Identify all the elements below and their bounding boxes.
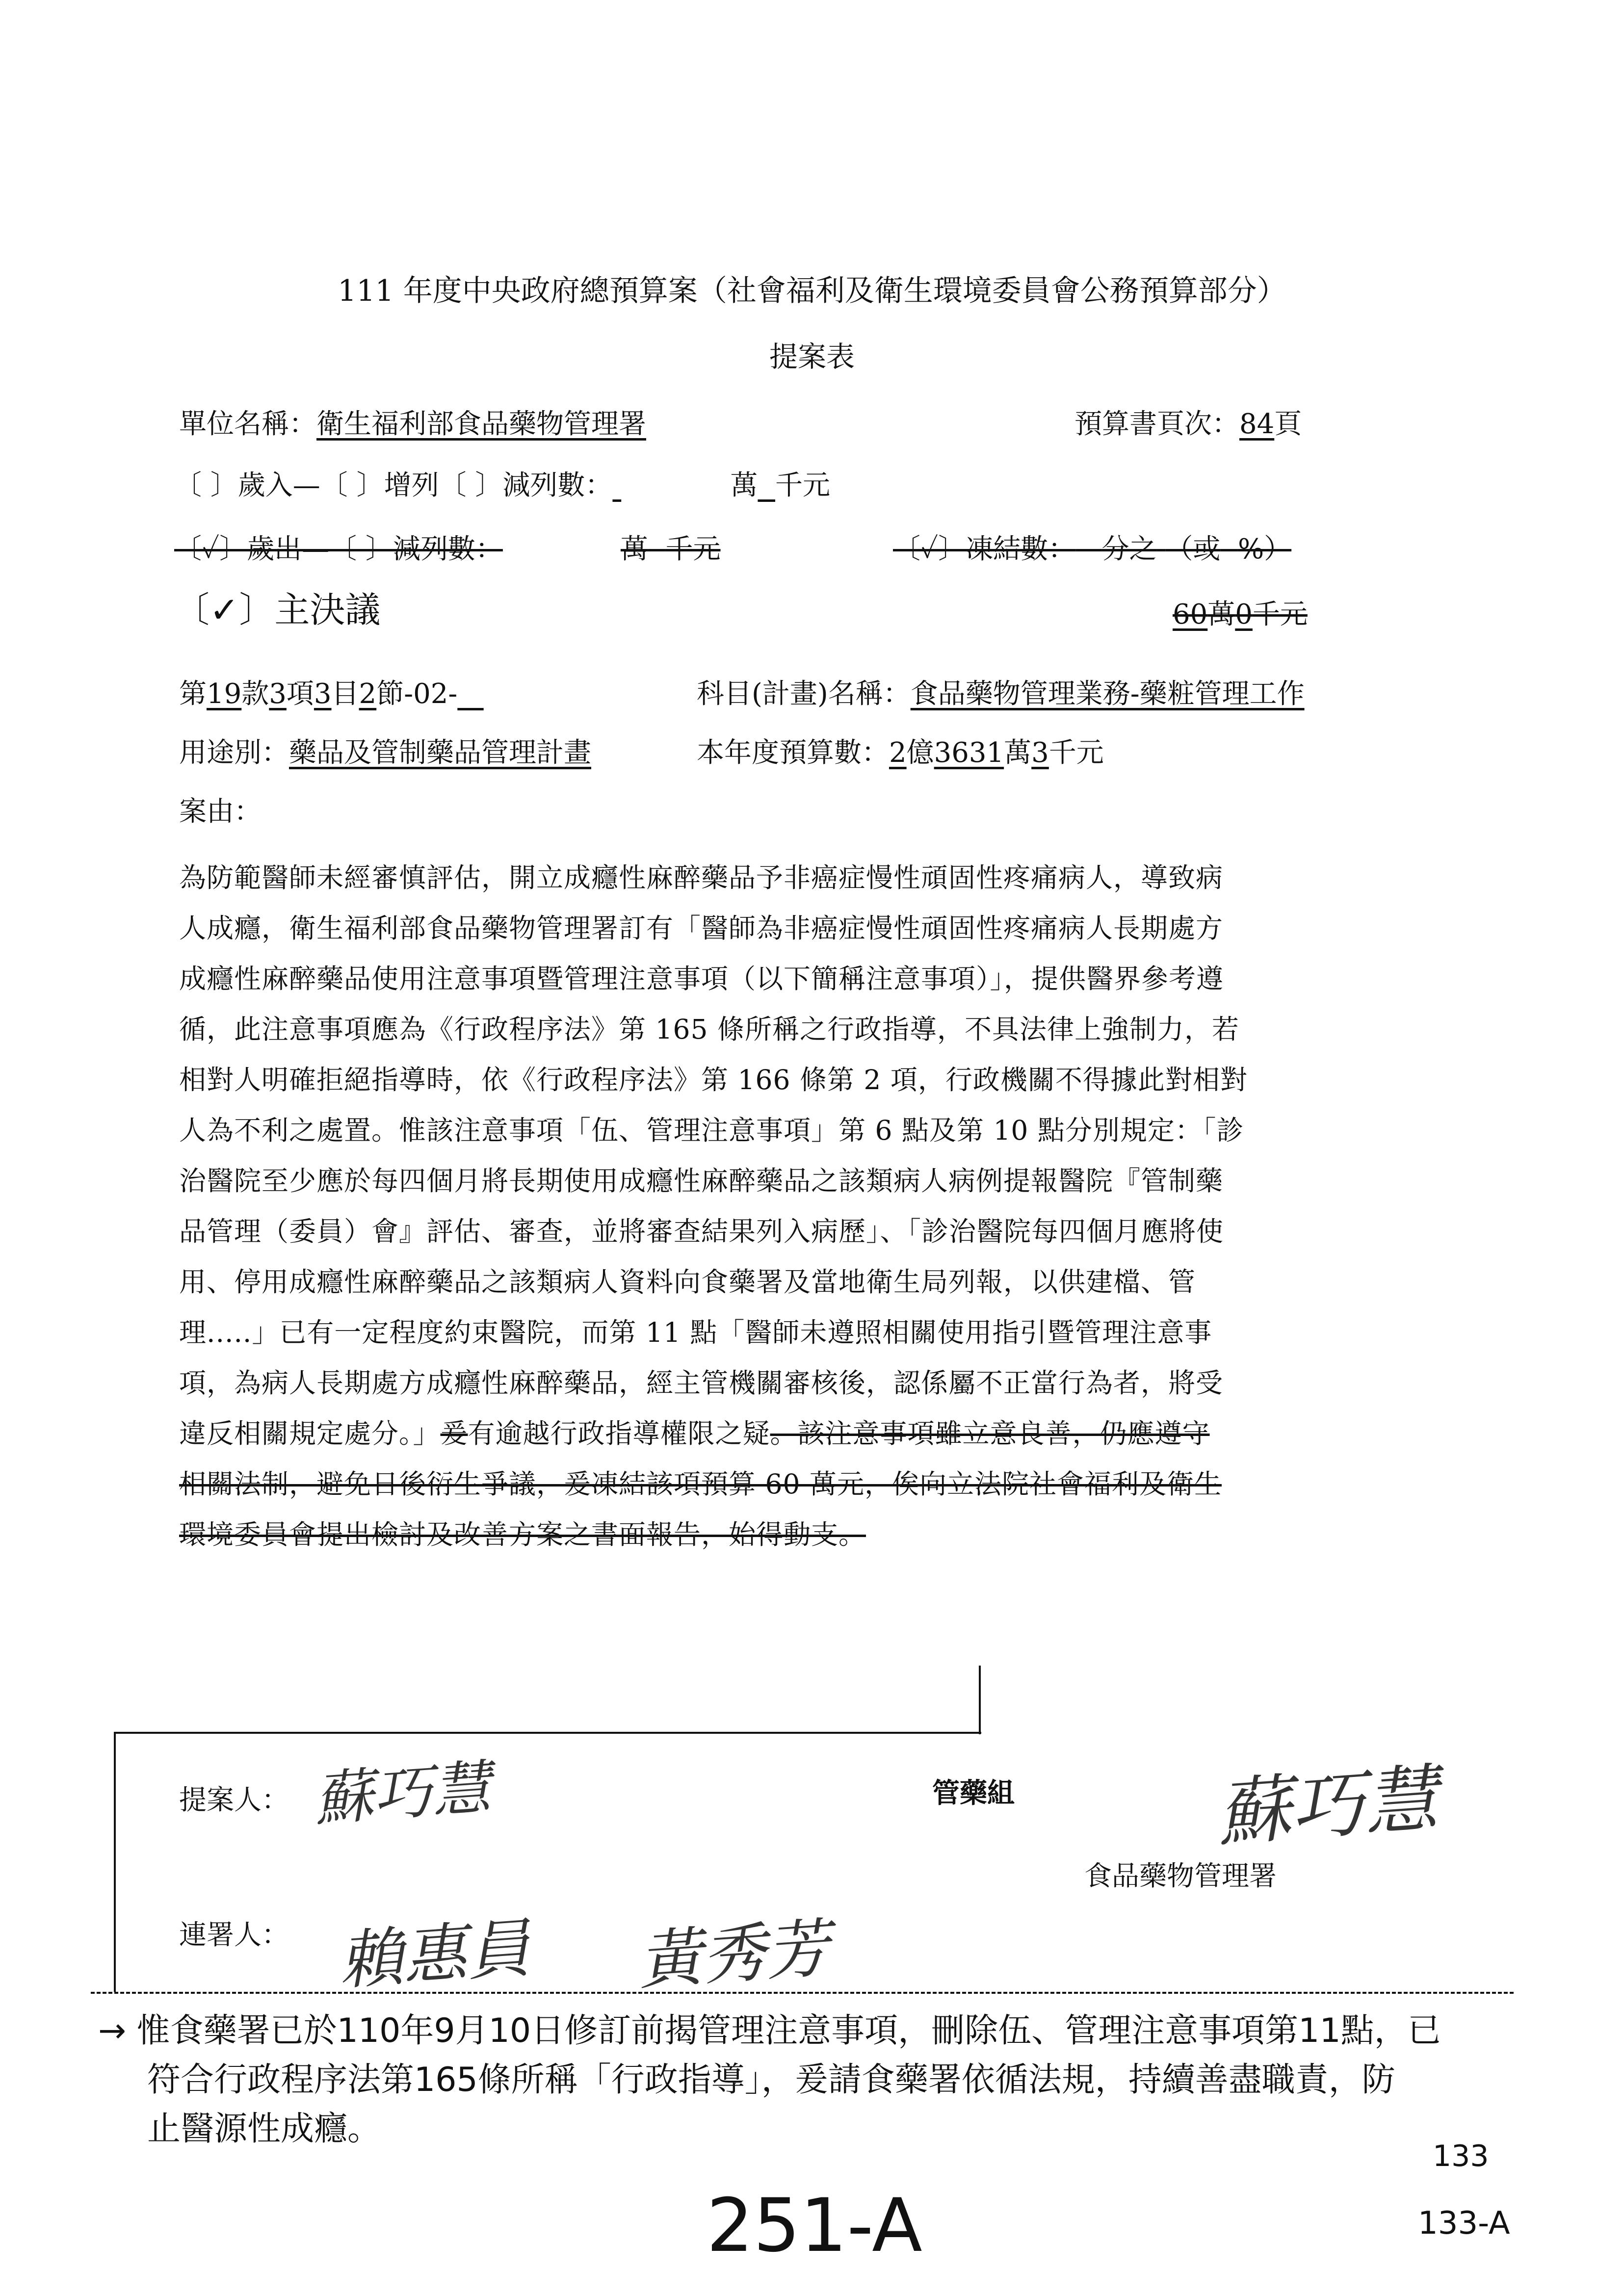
jie-value: 2 [359,678,377,710]
reason-line12-struck-a: 爰 [440,1418,468,1449]
freeze-or: （或 [1165,533,1221,565]
income-qian: 千元 [775,470,831,501]
freeze-fraction: 分之 [1101,533,1157,565]
proposer-label: 提案人： [179,1784,289,1816]
code-blank [457,678,483,710]
kuan-value: 19 [207,678,242,710]
income-options: 〔 〕歲入—〔 〕增列〔 〕減列數： [174,470,613,501]
box-top-border [114,1732,981,1734]
budget-row [697,736,1104,770]
main-resolution-mark: 〔✓〕主決議 [174,589,381,630]
handwritten-note-line1: → 惟食藥署已於110年9月10日修訂前揭管理注意事項，刪除伍、管理注意事項第11點，已 [98,2011,1441,2050]
frozen-amount [1173,598,1308,632]
expense-wan: 萬 [620,533,648,565]
reason-line: 相對人明確拒絕指導時，依《行政程序法》第 166 條第 2 項，行政機關不得據此對相對 [179,1064,1248,1096]
budget-yi-label: 億 [906,737,934,769]
income-qian-blank [758,470,775,501]
reason-line: 品管理（委員）會』評估、審查，並將審查結果列入病歷」、「診治醫院每四個月應將使 [179,1216,1224,1247]
amount-wan: 萬 [1207,599,1235,630]
item-code [179,677,484,711]
reason-line12-struck-c: 。該注意事項雖立意良善，仍應遵守 [770,1418,1210,1449]
budget-wan: 3631 [934,737,1004,769]
budget-qian: 3 [1031,737,1049,769]
kuan-prefix: 第 [179,678,207,710]
box-dashed-border [91,1992,1514,1995]
document-title: 111 年度中央政府總預算案（社會福利及衛生環境委員會公務預算部分） [338,274,1286,308]
reason-line: 理.....」已有一定程度約束醫院，而第 11 點「醫師未遵照相關使用指引暨管理注意事 [179,1317,1212,1348]
reason-line: 項，為病人長期處方成癮性麻醉藥品，經主管機關審核後，認係屬不正當行為者，將受 [179,1367,1224,1399]
mu-value: 3 [314,678,332,710]
subject-label: 科目(計畫)名稱： [697,678,911,710]
reason-line-12 [179,1409,1381,1459]
budget-qian-label: 千元 [1048,737,1104,769]
unit-label: 單位名稱： [179,408,316,440]
page-mark-133: 133 [1433,2139,1489,2173]
agency-label: 食品藥物管理署 [1084,1860,1277,1892]
budget-wan-label: 萬 [1004,737,1032,769]
budget-label: 本年度預算數： [697,737,889,769]
reason-line: 成癮性麻醉藥品使用注意事項暨管理注意事項（以下簡稱注意事項）」，提供醫界參考遵 [179,963,1224,994]
expense-row [174,532,721,567]
subject-row [697,677,1305,711]
reason-line: 用、停用成癮性麻醉藥品之該類病人資料向食藥署及當地衛生局列報，以供建檔、管 [179,1266,1196,1298]
xiang-value: 3 [269,678,287,710]
unit-row [179,407,646,442]
expense-options: 〔✓〕歲出—〔 〕減列數： [174,533,503,565]
reason-line-13: 相關法制，避免日後衍生爭議，爰凍結該項預算 60 萬元，俟向立法院社會福利及衛生 [179,1468,1222,1500]
box-left-border [114,1732,116,1992]
reason-line: 人成癮，衛生福利部食品藥物管理署訂有「醫師為非癌症慢性頑固性疼痛病人長期處方 [179,913,1224,944]
xiang-label: 項 [286,678,314,710]
budget-yi: 2 [889,737,907,769]
amount-qian-value: 0 [1235,599,1253,630]
page-value: 84 [1239,408,1275,440]
freeze-label: 〔✓〕凍結數： [893,533,1076,565]
expense-qian: 千元 [665,533,721,565]
page-suffix: 頁 [1274,408,1302,440]
reason-body [179,853,1381,1560]
dept-label: 管藥組 [932,1777,1015,1809]
usage-label: 用途別： [179,737,289,769]
reason-line12-plain: 違反相關規定處分。」 [179,1418,441,1449]
income-row [174,469,830,503]
unit-value: 衛生福利部食品藥物管理署 [316,408,646,440]
document-subtitle: 提案表 [769,340,855,373]
reason-line: 循，此注意事項應為《行政程序法》第 165 條所稱之行政指導，不具法律上強制力，若 [179,1014,1239,1045]
reason-line: 為防範醫師未經審慎評估，開立成癮性麻醉藥品予非癌症慢性頑固性疼痛病人，導致病 [179,862,1224,893]
usage-row [179,736,591,770]
reason-label: 案由： [179,796,262,828]
amount-qian: 千元 [1252,599,1308,630]
handwritten-note-line3: 止醫源性成癮。 [147,2110,381,2148]
page-label: 預算書頁次： [1074,408,1239,440]
handwritten-note-line2: 符合行政程序法第165條所稱「行政指導」，爰請食藥署依循法規，持續善盡職責，防 [147,2061,1395,2099]
expense-blank [503,532,621,567]
cosigner-signature-1: 賴惠員 [336,1910,533,1999]
page-ref [1074,407,1302,442]
reason-line-14: 環境委員會提出檢討及改善方案之書面報告，始得動支。 [179,1519,866,1550]
freeze-row [893,532,1291,567]
reason-line: 人為不利之處置。惟該注意事項「伍、管理注意事項」第 6 點及第 10 點分別規定：「診 [179,1115,1244,1146]
proposer-signature: 蘇巧慧 [312,1753,494,1834]
agency-signature: 蘇巧慧 [1214,1756,1441,1857]
mu-label: 目 [331,678,359,710]
reason-line: 治醫院至少應於每四個月將長期使用成癮性麻醉藥品之該類病人病例提報醫院『管制藥 [179,1165,1224,1197]
income-wan: 萬 [730,470,758,501]
page-mark-133a: 133-A [1418,2205,1510,2242]
jie-label: 節-02- [376,678,458,710]
page-mark-251a: 251-A [707,2183,922,2269]
income-blank [612,469,730,503]
box-divider [979,1666,981,1734]
cosigner-label: 連署人： [179,1919,289,1951]
reason-line12-plain-b: 有逾越行政指導權限之疑 [468,1418,770,1449]
freeze-pct: %） [1237,533,1292,565]
kuan-label: 款 [241,678,269,710]
amount-value: 60 [1173,599,1208,630]
usage-value: 藥品及管制藥品管理計畫 [289,737,591,769]
cosigner-signature-2: 黃秀芳 [635,1910,832,1999]
subject-value: 食品藥物管理業務-藥粧管理工作 [910,678,1305,710]
